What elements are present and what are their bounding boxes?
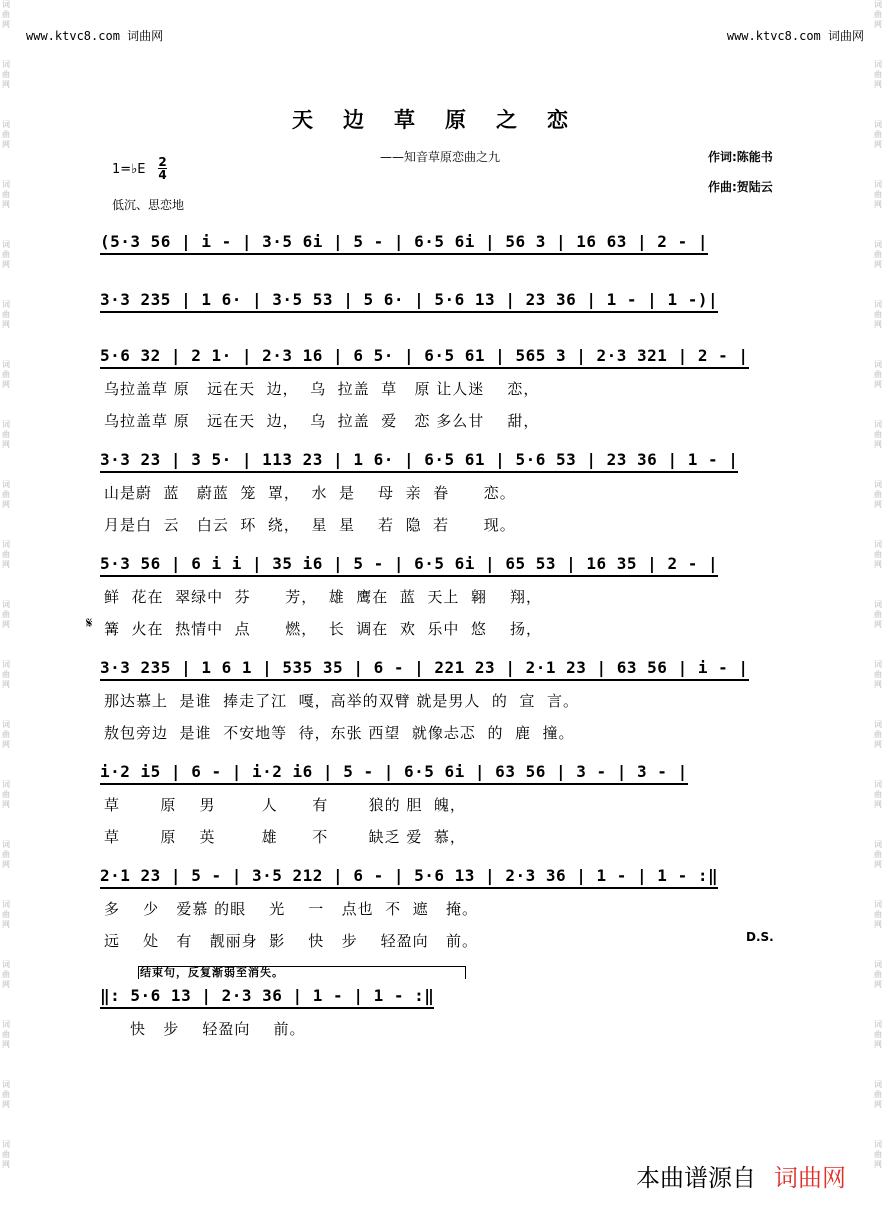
side-watermark-text: 词曲网 — [2, 840, 10, 869]
dal-segno-marking: D.S. — [746, 930, 774, 944]
side-watermark-text: 词曲网 — [2, 540, 10, 569]
side-watermark-text: 词曲网 — [874, 60, 882, 89]
side-watermark-text: 词曲网 — [2, 300, 10, 329]
brand-link[interactable]: 词曲网 — [774, 1164, 846, 1192]
lyricist-credit: 作词:陈能书 — [708, 150, 773, 164]
score-line — [100, 658, 790, 677]
notes: 2·1 23 | 5 - | 3·5 212 | 6 - | 5·6 13 | 2·3 36 | 1 - | 1 - :‖ — [100, 866, 718, 889]
side-watermark-text: 词曲网 — [2, 480, 10, 509]
meter-top: 2 — [158, 155, 167, 169]
lyric-line: 鲜 花在 翠绿中 芬 芳， 雄 鹰在 蓝 天上 翱 翔， — [104, 588, 542, 606]
notes: 3·3 23 | 3 5· | 113 23 | 1 6· | 6·5 61 | 5·6 53 | 23 36 | 1 - | — [100, 450, 738, 473]
source-text: 本曲谱源自 — [636, 1164, 756, 1192]
side-watermark-text: 词曲网 — [874, 900, 882, 929]
score-line — [100, 762, 790, 781]
lyric-line: 远 处 有 靓丽身 影 快 步 轻盈向 前。 — [104, 932, 478, 950]
side-watermark-text: 词曲网 — [2, 900, 10, 929]
side-watermark-text: 词曲网 — [874, 840, 882, 869]
side-watermark-text: 词曲网 — [2, 240, 10, 269]
lyric-line: 山是蔚 蓝 蔚蓝 笼 罩， 水 是 母 亲 眷 恋。 — [104, 484, 516, 502]
side-watermark-text: 词曲网 — [2, 720, 10, 749]
side-watermark-text: 词曲网 — [874, 960, 882, 989]
score-line — [100, 554, 790, 573]
side-watermark-text: 词曲网 — [2, 660, 10, 689]
lyric-line: 篝 火在 热情中 点 燃， 长 调在 欢 乐中 悠 扬， — [104, 620, 542, 638]
side-watermark-text: 词曲网 — [2, 360, 10, 389]
score-line — [100, 450, 790, 469]
side-watermark-text: 词曲网 — [874, 360, 882, 389]
side-watermark-text: 词曲网 — [2, 180, 10, 209]
side-watermark-text: 词曲网 — [874, 780, 882, 809]
lyric-line: 敖包旁边 是谁 不安地等 待，东张 西望 就像忐忑 的 鹿 撞。 — [104, 724, 575, 742]
notes: i·2 i5 | 6 - | i·2 i6 | 5 - | 6·5 6i | 63 56 | 3 - | 3 - | — [100, 762, 688, 785]
coda-label: 结束句，反复渐弱至消失。 — [140, 966, 284, 979]
coda-notes-line — [100, 986, 790, 1005]
side-watermark-text: 词曲网 — [2, 780, 10, 809]
notes: 3·3 235 | 1 6 1 | 535 35 | 6 - | 221 23 | 2·1 23 | 63 56 | i - | — [100, 658, 749, 681]
lyric-line: 草 原 英 雄 不 缺乏 爱 慕， — [104, 828, 466, 846]
score-line — [100, 346, 790, 365]
side-watermark-text: 词曲网 — [2, 1020, 10, 1049]
side-watermark-text: 词曲网 — [874, 0, 882, 29]
side-watermark-text: 词曲网 — [2, 120, 10, 149]
lyric-line: 草 原 男 人 有 狼的 胆 魄， — [104, 796, 466, 814]
side-watermark-text: 词曲网 — [2, 0, 10, 29]
side-watermark-text: 词曲网 — [874, 240, 882, 269]
side-watermark-text: 词曲网 — [2, 1140, 10, 1169]
side-watermark-text: 词曲网 — [2, 600, 10, 629]
side-watermark-right — [874, 0, 888, 1218]
segno-sign: 𝄋 — [86, 614, 93, 632]
expression-marking: 低沉、思恋地 — [112, 198, 185, 212]
lyric-line: 乌拉盖草 原 远在天 边， 乌 拉盖 草 原 让人迷 恋， — [104, 380, 540, 398]
notes: (5·3 56 | i - | 3·5 6i | 5 - | 6·5 6i | 56 3 | 16 63 | 2 - | — [100, 232, 708, 255]
side-watermark-text: 词曲网 — [2, 960, 10, 989]
side-watermark-text: 词曲网 — [874, 1020, 882, 1049]
lyric-line: 那达慕上 是谁 捧走了江 嘎，高举的双臂 就是男人 的 宣 言。 — [104, 692, 579, 710]
score-line — [100, 232, 790, 251]
lyric-line: 月是白 云 白云 环 绕， 星 星 若 隐 若 现。 — [104, 516, 516, 534]
side-watermark-text: 词曲网 — [2, 60, 10, 89]
source-footer — [636, 1158, 846, 1193]
song-subtitle: ——知音草原恋曲之九 — [380, 150, 501, 164]
side-watermark-text: 词曲网 — [874, 420, 882, 449]
coda-lyric: 快 步 轻盈向 前。 — [130, 1020, 306, 1038]
side-watermark-text: 词曲网 — [874, 300, 882, 329]
side-watermark-text: 词曲网 — [874, 480, 882, 509]
score-line — [100, 290, 790, 309]
side-watermark-text: 词曲网 — [874, 1140, 882, 1169]
notes: 5·6 32 | 2 1· | 2·3 16 | 6 5· | 6·5 61 | 565 3 | 2·3 321 | 2 - | — [100, 346, 749, 369]
side-watermark-text: 词曲网 — [874, 720, 882, 749]
notes: ‖: 5·6 13 | 2·3 36 | 1 - | 1 - :‖ — [100, 986, 434, 1009]
side-watermark-text: 词曲网 — [2, 420, 10, 449]
side-watermark-text: 词曲网 — [2, 1080, 10, 1109]
song-title: 天边草原之恋 — [292, 107, 598, 132]
side-watermark-text: 词曲网 — [874, 1080, 882, 1109]
key-signature: 1=♭E — [112, 162, 146, 177]
side-watermark-text: 词曲网 — [874, 540, 882, 569]
lyric-line: 多 少 爱慕 的眼 光 一 点也 不 遮 掩。 — [104, 900, 478, 918]
side-watermark-left — [2, 0, 16, 1218]
side-watermark-text: 词曲网 — [874, 120, 882, 149]
composer-credit: 作曲:贺陆云 — [708, 180, 773, 194]
score-line — [100, 866, 790, 885]
meter-bottom: 4 — [158, 168, 167, 182]
header-url-left[interactable]: www.ktvc8.com 词曲网 — [26, 29, 164, 43]
side-watermark-text: 词曲网 — [874, 180, 882, 209]
lyric-line: 乌拉盖草 原 远在天 边， 乌 拉盖 爱 恋 多么甘 甜， — [104, 412, 540, 430]
time-signature — [158, 156, 167, 181]
header-url-right[interactable]: www.ktvc8.com 词曲网 — [726, 29, 864, 43]
side-watermark-text: 词曲网 — [874, 600, 882, 629]
side-watermark-text: 词曲网 — [874, 660, 882, 689]
notes: 5·3 56 | 6 i i | 35 i6 | 5 - | 6·5 6i | 65 53 | 16 35 | 2 - | — [100, 554, 718, 577]
notes: 3·3 235 | 1 6· | 3·5 53 | 5 6· | 5·6 13 | 23 36 | 1 - | 1 -)| — [100, 290, 718, 313]
